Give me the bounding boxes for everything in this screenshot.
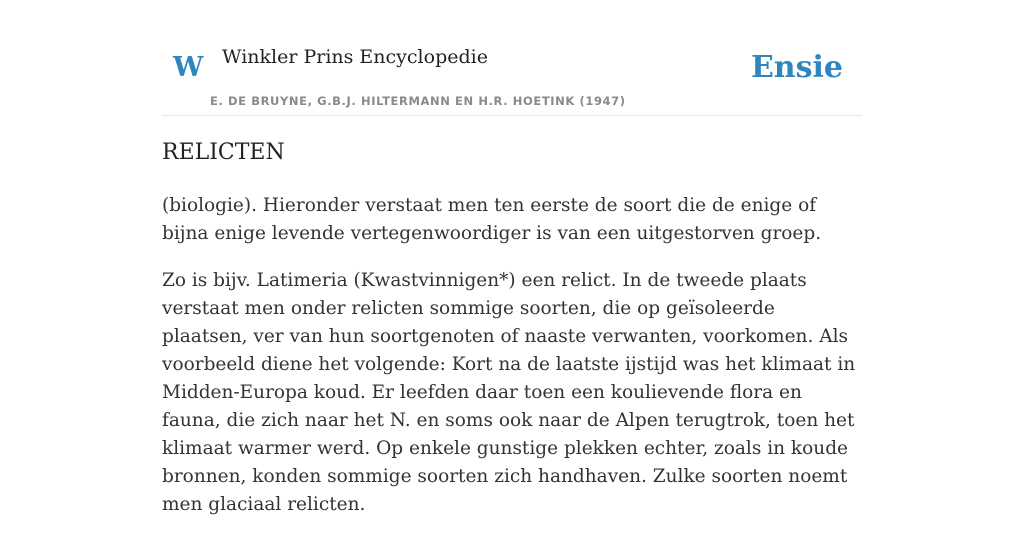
article-body bbox=[162, 192, 862, 538]
article-paragraph: Zo is bijv. Latimeria (Kwastvinnigen*) een relict. In de tweede plaats verstaat men onder relicten sommige soorten, die op geïsoleerde plaatsen, ver van hun soortgenoten of naaste verwanten, voorkomen. Als voorbeeld diene het volgende: Kort na de laatste ijstijd was het klimaat in Midden-Europa koud. Er leefden daar toen een koulievende flora en fauna, die zich naar het N. en soms ook naar de Alpen terugtrok, toen het klimaat warmer werd. Op enkele gunstige plekken echter, zoals in koude bronnen, konden sommige soorten zich handhaven. Zulke soorten noemt men glaciaal relicten. bbox=[162, 270, 856, 515]
source-authors: E. DE BRUYNE, G.B.J. HILTERMANN EN H.R. HOETINK (1947) bbox=[210, 94, 626, 108]
article-title: RELICTEN bbox=[162, 140, 285, 165]
article-paragraph: (biologie). Hieronder verstaat men ten eerste de soort die de enige of bijna enige levende vertegenwoordiger is van een uitgestorven groep. bbox=[162, 195, 822, 244]
article-page bbox=[162, 0, 862, 515]
source-title[interactable]: Winkler Prins Encyclopedie bbox=[222, 46, 488, 68]
ensie-brand-logo[interactable]: Ensie bbox=[750, 50, 843, 85]
source-header bbox=[162, 0, 862, 116]
winkler-prins-logo[interactable]: W bbox=[173, 52, 204, 83]
